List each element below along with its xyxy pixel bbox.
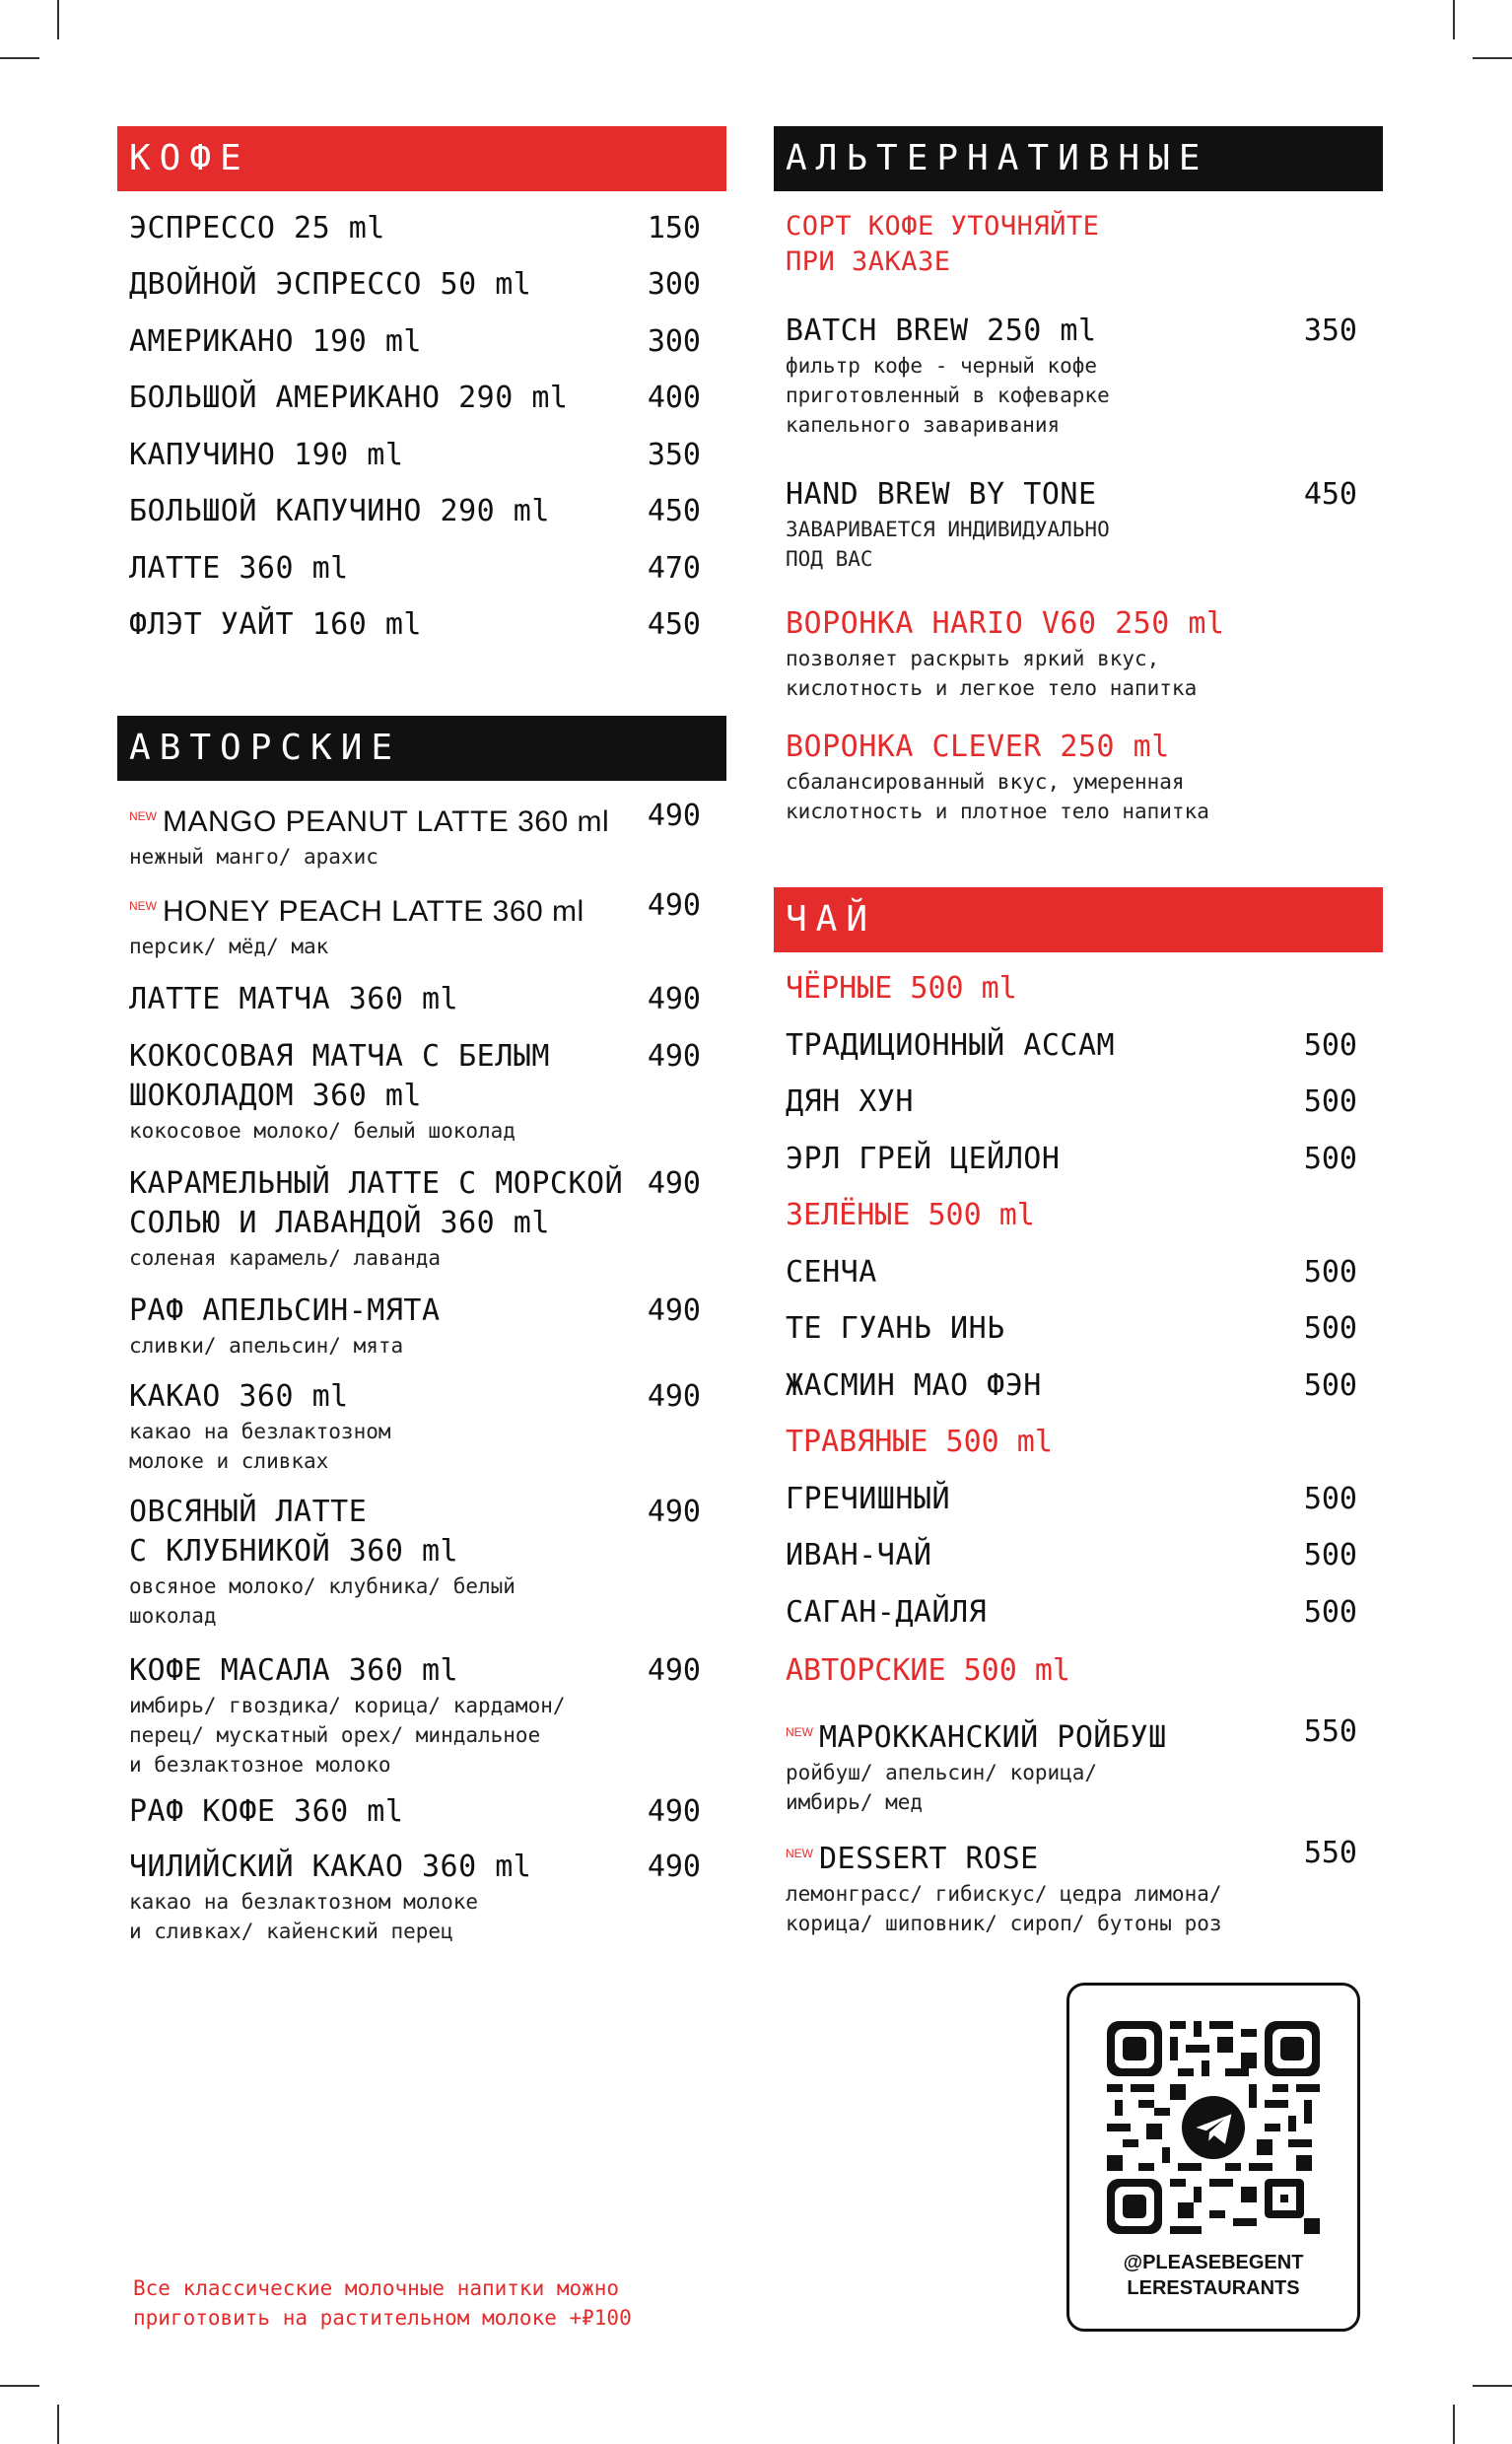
item-name: КОФЕ МАСАЛА 360 ml — [129, 1653, 459, 1688]
item-name: ЧИЛИЙСКИЙ КАКАО 360 ml — [129, 1850, 532, 1884]
handle-line: LERESTAURANTS — [1127, 2277, 1300, 2299]
menu-item — [786, 1309, 1373, 1349]
item-name: АМЕРИКАНО 190 ml — [129, 324, 422, 359]
item-name: РАФ КОФЕ 360 ml — [129, 1794, 404, 1829]
item-description: кислотность и легкое тело напитка — [786, 676, 1198, 700]
menu-item — [129, 605, 717, 645]
menu-item — [129, 379, 717, 418]
item-name: ФЛЭТ УАЙТ 160 ml — [129, 607, 422, 642]
tea-subsection-title: АВТОРСКИЕ 500 ml — [786, 1653, 1070, 1688]
crop-mark — [57, 0, 59, 39]
item-name: СЕНЧА — [786, 1255, 877, 1290]
item-name: ТРАДИЦИОННЫЙ АССАМ — [786, 1028, 1116, 1063]
item-description: имбирь/ мед — [786, 1790, 924, 1814]
menu-item — [786, 1140, 1373, 1179]
item-price: 490 — [647, 982, 701, 1016]
item-description: соленая карамель/ лаванда — [129, 1246, 442, 1270]
menu-item — [129, 265, 717, 305]
item-description: позволяет раскрыть яркий вкус, — [786, 647, 1160, 670]
item-name: ЭРЛ ГРЕЙ ЦЕЙЛОН — [786, 1142, 1061, 1176]
note-line: ПРИ ЗАКАЗЕ — [786, 246, 951, 277]
plant-milk-note — [133, 2273, 764, 2333]
item-price: 500 — [1303, 1538, 1357, 1572]
item-name: БОЛЬШОЙ КАПУЧИНО 290 ml — [129, 494, 550, 528]
item-description: сбалансированный вкус, умеренная — [786, 770, 1185, 794]
item-name: ТЕ ГУАНЬ ИНЬ — [786, 1311, 1005, 1346]
item-description: и сливках/ кайенский перец — [129, 1920, 453, 1943]
item-description: корица/ шиповник/ сироп/ бутоны роз — [786, 1912, 1222, 1935]
item-price: 500 — [1303, 1255, 1357, 1290]
menu-item — [129, 492, 717, 531]
menu-item — [129, 436, 717, 475]
item-description: кокосовое молоко/ белый шоколад — [129, 1119, 515, 1143]
item-price: 490 — [647, 1794, 701, 1829]
item-description: шоколад — [129, 1604, 217, 1628]
menu-item — [129, 1792, 717, 1832]
item-price: 550 — [1303, 1836, 1357, 1870]
item-price: 490 — [647, 1039, 701, 1074]
new-badge: NEW — [786, 1847, 813, 1860]
menu-item — [786, 475, 1373, 574]
item-description: нежный манго/ арахис — [129, 845, 378, 869]
menu-item — [786, 1366, 1373, 1406]
item-price: 500 — [1303, 1368, 1357, 1403]
item-price: 450 — [647, 494, 701, 528]
menu-item — [129, 1651, 717, 1780]
item-description: и безлактозное молоко — [129, 1753, 391, 1777]
item-name: САГАН-ДАЙЛЯ — [786, 1595, 988, 1630]
item-description: молоке и сливках — [129, 1449, 329, 1473]
item-name: РАФ АПЕЛЬСИН-МЯТА — [129, 1293, 441, 1328]
qr-code[interactable] — [1107, 2021, 1320, 2234]
menu-item — [129, 549, 717, 589]
item-name: MANGO PEANUT LATTE 360 ml — [163, 805, 610, 838]
menu-item — [129, 209, 717, 248]
item-name: СОЛЬЮ И ЛАВАНДОЙ 360 ml — [129, 1206, 550, 1240]
item-price: 150 — [647, 211, 701, 245]
item-price: 490 — [647, 888, 701, 923]
item-description: ПОД ВАС — [786, 547, 873, 571]
menu-item — [786, 312, 1373, 440]
item-name: BATCH BREW 250 ml — [786, 314, 1097, 348]
menu-item — [786, 1026, 1373, 1066]
telegram-icon — [1182, 2096, 1245, 2159]
item-name: HONEY PEACH LATTE 360 ml — [163, 895, 584, 928]
menu-item — [129, 1377, 717, 1476]
item-name: DESSERT ROSE — [819, 1842, 1039, 1876]
item-name: HAND BREW BY TONE — [786, 477, 1097, 512]
tea-subsection-title: ЧЁРНЫЕ 500 ml — [786, 971, 1017, 1006]
crop-mark — [1473, 2385, 1512, 2387]
new-badge: NEW — [129, 899, 157, 913]
item-price: 490 — [647, 1495, 701, 1529]
menu-item — [786, 1082, 1373, 1122]
item-name: БОЛЬШОЙ АМЕРИКАНО 290 ml — [129, 381, 569, 415]
item-name: КОКОСОВАЯ МАТЧА С БЕЛЫМ — [129, 1039, 550, 1074]
item-description: какао на безлактозном молоке — [129, 1890, 479, 1914]
note-line: СОРТ КОФЕ УТОЧНЯЙТЕ — [786, 211, 1100, 242]
item-name: ВОРОНКА CLEVER 250 ml — [786, 730, 1170, 764]
menu-item — [786, 604, 1373, 703]
item-price: 300 — [647, 267, 701, 302]
crop-mark — [1453, 0, 1455, 39]
menu-item — [786, 1253, 1373, 1292]
item-price: 300 — [647, 324, 701, 359]
item-description: приготовленный в кофеварке — [786, 384, 1110, 407]
menu-item — [129, 1292, 717, 1361]
item-price: 490 — [647, 799, 701, 833]
signature-section-header: АВТОРСКИЕ — [117, 716, 726, 781]
item-description: сливки/ апельсин/ мята — [129, 1334, 404, 1358]
item-name: С КЛУБНИКОЙ 360 ml — [129, 1534, 459, 1569]
item-name: ИВАН-ЧАЙ — [786, 1538, 932, 1572]
item-name: ЛАТТЕ 360 ml — [129, 551, 349, 586]
item-name: МАРОККАНСКИЙ РОЙБУШ — [819, 1720, 1167, 1755]
item-name: КАПУЧИНО 190 ml — [129, 438, 404, 472]
item-price: 500 — [1303, 1311, 1357, 1346]
item-price: 490 — [647, 1166, 701, 1201]
item-price: 500 — [1303, 1595, 1357, 1630]
new-badge: NEW — [786, 1725, 813, 1739]
item-description: ройбуш/ апельсин/ корица/ — [786, 1761, 1098, 1784]
menu-item — [786, 728, 1373, 826]
alternative-section-header: АЛЬТЕРНАТИВНЫЕ — [774, 126, 1383, 191]
menu-item — [786, 1536, 1373, 1575]
alternative-note — [786, 209, 1373, 280]
qr-code-card[interactable] — [1066, 1983, 1360, 2332]
item-name: ЖАСМИН МАО ФЭН — [786, 1368, 1042, 1403]
item-description: ЗАВАРИВАЕТСЯ ИНДИВИДУАЛЬНО — [786, 518, 1110, 541]
tea-subsection-title: ЗЕЛЁНЫЕ 500 ml — [786, 1198, 1035, 1232]
item-name: ЛАТТЕ МАТЧА 360 ml — [129, 982, 459, 1016]
item-name: КАКАО 360 ml — [129, 1379, 349, 1414]
coffee-section-header: КОФЕ — [117, 126, 726, 191]
tea-subsection-title: ТРАВЯНЫЕ 500 ml — [786, 1425, 1053, 1459]
item-name: КАРАМЕЛЬНЫЙ ЛАТТЕ С МОРСКОЙ — [129, 1166, 624, 1201]
item-name: ДВОЙНОЙ ЭСПРЕССО 50 ml — [129, 267, 532, 302]
item-price: 470 — [647, 551, 701, 586]
item-price: 490 — [647, 1850, 701, 1884]
crop-mark — [57, 2405, 59, 2444]
item-price: 490 — [647, 1653, 701, 1688]
item-price: 450 — [647, 607, 701, 642]
menu-item — [129, 322, 717, 362]
item-name: ШОКОЛАДОМ 360 ml — [129, 1079, 422, 1113]
handle-line: @PLEASEBEGENT — [1123, 2252, 1304, 2273]
new-badge: NEW — [129, 809, 157, 823]
item-price: 490 — [647, 1379, 701, 1414]
menu-item — [786, 1480, 1373, 1519]
crop-mark — [0, 57, 39, 59]
note-line: приготовить на растительном молоке +₽100 — [133, 2306, 632, 2330]
item-name: ЭСПРЕССО 25 ml — [129, 211, 385, 245]
crop-mark — [1453, 2405, 1455, 2444]
item-name: ГРЕЧИШНЫЙ — [786, 1482, 951, 1516]
item-description: капельного заваривания — [786, 413, 1061, 437]
item-price: 500 — [1303, 1142, 1357, 1176]
item-price: 350 — [647, 438, 701, 472]
menu-item — [786, 1593, 1373, 1633]
item-description: перец/ мускатный орех/ миндальное — [129, 1723, 541, 1747]
item-name: ОВСЯНЫЙ ЛАТТЕ — [129, 1495, 368, 1529]
item-name: ВОРОНКА HARIO V60 250 ml — [786, 606, 1225, 641]
crop-mark — [0, 2385, 39, 2387]
item-description: какао на безлактозном — [129, 1420, 391, 1443]
item-price: 550 — [1303, 1714, 1357, 1749]
crop-mark — [1473, 57, 1512, 59]
item-description: имбирь/ гвоздика/ корица/ кардамон/ — [129, 1694, 566, 1717]
item-price: 500 — [1303, 1482, 1357, 1516]
item-price: 400 — [647, 381, 701, 415]
item-price: 500 — [1303, 1028, 1357, 1063]
menu-item — [129, 797, 717, 872]
item-price: 490 — [647, 1293, 701, 1328]
menu-item — [129, 980, 717, 1019]
menu-item — [129, 1848, 717, 1946]
item-price: 500 — [1303, 1084, 1357, 1119]
item-description: кислотность и плотное тело напитка — [786, 800, 1209, 823]
item-description: персик/ мёд/ мак — [129, 935, 329, 958]
item-description: фильтр кофе - черный кофе — [786, 354, 1098, 378]
item-description: овсяное молоко/ клубника/ белый — [129, 1574, 515, 1598]
item-name: ДЯН ХУН — [786, 1084, 914, 1119]
item-price: 450 — [1303, 477, 1357, 512]
instagram-handle — [1069, 2250, 1357, 2301]
menu-item — [129, 1164, 717, 1273]
item-description: лемонграсс/ гибискус/ цедра лимона/ — [786, 1882, 1222, 1906]
menu-item — [786, 1834, 1373, 1938]
menu-item — [129, 886, 717, 961]
menu-item — [129, 1493, 717, 1631]
note-line: Все классические молочные напитки можно — [133, 2276, 620, 2300]
menu-item — [786, 1712, 1373, 1817]
tea-section-header: ЧАЙ — [774, 887, 1383, 952]
menu-item — [129, 1037, 717, 1146]
item-price: 350 — [1303, 314, 1357, 348]
